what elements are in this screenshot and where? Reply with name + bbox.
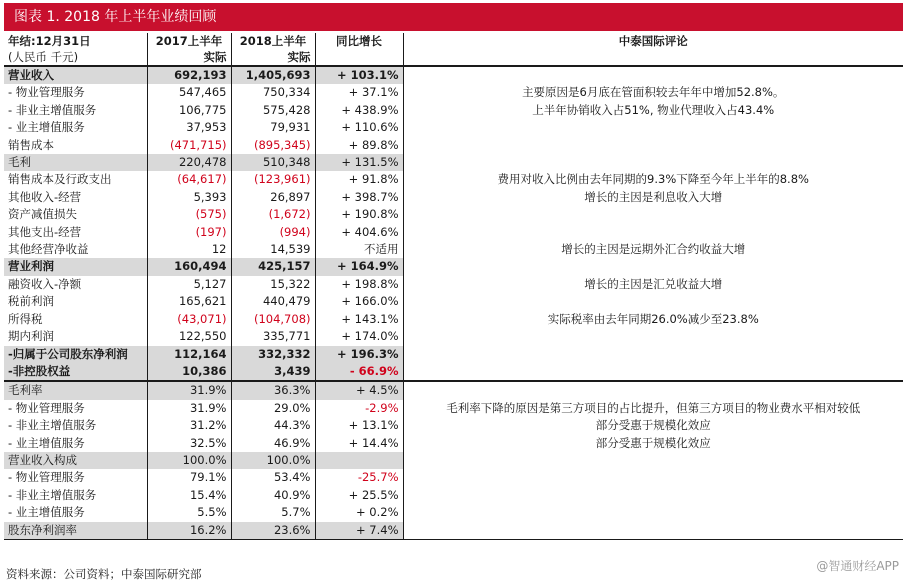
row-label: 融资收入-净额 xyxy=(8,276,82,291)
row-comment xyxy=(403,258,903,275)
row-label: 资产减值损失 xyxy=(8,207,77,222)
value-yoy: + 196.3% xyxy=(315,346,403,363)
value-2017h1: 32.5% xyxy=(147,435,231,452)
value-2018h1: 23.6% xyxy=(231,522,315,540)
value-2017h1: 165,621 xyxy=(147,293,231,310)
table-row xyxy=(4,137,903,154)
value-2018h1: 44.3% xyxy=(231,417,315,434)
results-table xyxy=(4,33,903,540)
table-row xyxy=(4,189,903,206)
table-row xyxy=(4,293,903,310)
value-2018h1: 36.3% xyxy=(231,381,315,399)
row-label: -归属于公司股东净利润 xyxy=(4,346,147,363)
value-2017h1: 10,386 xyxy=(147,363,231,381)
value-2018h1: 100.0% xyxy=(231,452,315,469)
row-comment: 实际税率由去年同期26.0%减少至23.8% xyxy=(403,311,903,328)
value-2018h1: (895,345) xyxy=(231,137,315,154)
value-2018h1: 46.9% xyxy=(231,435,315,452)
table-body xyxy=(4,66,903,539)
value-2018h1: 510,348 xyxy=(231,154,315,171)
row-comment: 增长的主因是远期外汇合约收益大增 xyxy=(403,241,903,258)
row-comment: 毛利率下降的原因是第三方项目的占比提升，但第三方项目的物业费水平相对较低 xyxy=(403,400,903,417)
row-comment xyxy=(403,381,903,399)
value-2018h1: 440,479 xyxy=(231,293,315,310)
row-comment xyxy=(403,328,903,345)
value-2018h1: 40.9% xyxy=(231,487,315,504)
value-2018h1: (104,708) xyxy=(231,311,315,328)
table-row xyxy=(4,66,903,84)
row-label: - 物业管理服务 xyxy=(8,85,85,100)
value-yoy: + 103.1% xyxy=(315,66,403,84)
watermark: @智通财经APP xyxy=(816,559,899,573)
header-unit: (人民币 千元) xyxy=(8,50,79,64)
value-2017h1: 106,775 xyxy=(147,102,231,119)
table-row xyxy=(4,224,903,241)
row-label: 毛利 xyxy=(4,154,147,171)
row-comment: 部分受惠于规模化效应 xyxy=(403,417,903,434)
row-label: 销售成本及行政支出 xyxy=(8,172,112,187)
value-yoy: - 66.9% xyxy=(315,363,403,381)
value-2018h1: 29.0% xyxy=(231,400,315,417)
table-row xyxy=(4,469,903,486)
header-comment: 中泰国际评论 xyxy=(403,33,903,49)
table-row xyxy=(4,346,903,363)
value-2018h1: 3,439 xyxy=(231,363,315,381)
value-2018h1: 14,539 xyxy=(231,241,315,258)
row-label: - 非业主增值服务 xyxy=(8,487,97,502)
value-yoy: + 198.8% xyxy=(315,276,403,293)
table-row xyxy=(4,417,903,434)
table-row xyxy=(4,504,903,521)
row-comment: 增长的主因是汇兑收益大增 xyxy=(403,276,903,293)
value-2017h1: 122,550 xyxy=(147,328,231,345)
row-comment: 费用对收入比例由去年同期的9.3%下降至今年上半年的8.8% xyxy=(403,171,903,188)
value-2018h1: 425,157 xyxy=(231,258,315,275)
value-yoy: + 438.9% xyxy=(315,102,403,119)
row-label: 营业收入 xyxy=(4,66,147,84)
value-2018h1: (123,961) xyxy=(231,171,315,188)
value-2017h1: (64,617) xyxy=(147,171,231,188)
value-yoy: + 25.5% xyxy=(315,487,403,504)
table-row xyxy=(4,311,903,328)
table-row xyxy=(4,276,903,293)
row-comment: 部分受惠于规模化效应 xyxy=(403,435,903,452)
table-row xyxy=(4,102,903,119)
value-yoy: -2.9% xyxy=(315,400,403,417)
row-comment xyxy=(403,224,903,241)
value-yoy: + 14.4% xyxy=(315,435,403,452)
value-2017h1: 5.5% xyxy=(147,504,231,521)
table-row xyxy=(4,154,903,171)
row-comment xyxy=(403,119,903,136)
value-yoy: -25.7% xyxy=(315,469,403,486)
row-comment xyxy=(403,206,903,223)
row-comment xyxy=(403,487,903,504)
row-label: 所得税 xyxy=(8,311,43,326)
source-note: 资料来源：公司资料；中泰国际研究部 xyxy=(6,567,202,581)
value-2017h1: 112,164 xyxy=(147,346,231,363)
row-label: - 业主增值服务 xyxy=(8,505,85,520)
value-2017h1: 220,478 xyxy=(147,154,231,171)
header-2018-actual: 实际 xyxy=(231,49,315,66)
header-yoy: 同比增长 xyxy=(315,33,403,49)
value-2018h1: 53.4% xyxy=(231,469,315,486)
table-row xyxy=(4,400,903,417)
value-2018h1: 15,322 xyxy=(231,276,315,293)
header-2017-actual: 实际 xyxy=(147,49,231,66)
value-2018h1: 335,771 xyxy=(231,328,315,345)
row-label: - 业主增值服务 xyxy=(8,435,85,450)
table-row xyxy=(4,171,903,188)
row-label: - 非业主增值服务 xyxy=(8,102,97,117)
row-comment xyxy=(403,363,903,381)
value-2017h1: 160,494 xyxy=(147,258,231,275)
row-comment xyxy=(403,293,903,310)
table-row xyxy=(4,119,903,136)
value-yoy: + 110.6% xyxy=(315,119,403,136)
table-row xyxy=(4,328,903,345)
value-yoy: + 166.0% xyxy=(315,293,403,310)
value-2017h1: 16.2% xyxy=(147,522,231,540)
header-year-end: 年结:12月31日 xyxy=(8,34,91,48)
value-yoy: + 131.5% xyxy=(315,154,403,171)
value-2017h1: 100.0% xyxy=(147,452,231,469)
table-row xyxy=(4,84,903,101)
row-label: 销售成本 xyxy=(8,137,54,152)
value-yoy: + 164.9% xyxy=(315,258,403,275)
value-yoy: + 190.8% xyxy=(315,206,403,223)
value-2017h1: 692,193 xyxy=(147,66,231,84)
value-yoy: + 89.8% xyxy=(315,137,403,154)
value-2018h1: 575,428 xyxy=(231,102,315,119)
value-2017h1: 15.4% xyxy=(147,487,231,504)
row-label: 其他经营净收益 xyxy=(8,242,89,257)
row-comment xyxy=(403,154,903,171)
row-label: 税前利润 xyxy=(8,294,54,309)
row-label: - 物业管理服务 xyxy=(8,400,85,415)
table-row xyxy=(4,241,903,258)
row-label: 营业利润 xyxy=(4,258,147,275)
row-comment xyxy=(403,137,903,154)
table-row xyxy=(4,381,903,399)
row-label: -非控股权益 xyxy=(4,363,147,381)
header-comment-blank xyxy=(403,49,903,66)
value-2017h1: (471,715) xyxy=(147,137,231,154)
header-row-1 xyxy=(4,33,903,49)
value-yoy: + 7.4% xyxy=(315,522,403,540)
value-yoy: + 13.1% xyxy=(315,417,403,434)
row-comment xyxy=(403,346,903,363)
value-yoy: 不适用 xyxy=(315,241,403,258)
row-comment xyxy=(403,66,903,84)
value-yoy: + 143.1% xyxy=(315,311,403,328)
value-2017h1: 79.1% xyxy=(147,469,231,486)
value-2018h1: (1,672) xyxy=(231,206,315,223)
value-yoy xyxy=(315,452,403,469)
table-row xyxy=(4,206,903,223)
value-2017h1: (197) xyxy=(147,224,231,241)
table-row xyxy=(4,363,903,381)
row-label: 期内利润 xyxy=(8,329,54,344)
value-2018h1: 750,334 xyxy=(231,84,315,101)
row-comment xyxy=(403,504,903,521)
row-comment: 上半年协销收入占51%, 物业代理收入占43.4% xyxy=(403,102,903,119)
row-label: 其他收入-经营 xyxy=(8,189,82,204)
value-yoy: + 0.2% xyxy=(315,504,403,521)
row-label: 其他支出-经营 xyxy=(8,224,82,239)
value-yoy: + 174.0% xyxy=(315,328,403,345)
row-label: - 物业管理服务 xyxy=(8,470,85,485)
header-yoy-blank xyxy=(315,49,403,66)
row-label: - 业主增值服务 xyxy=(8,120,85,135)
value-yoy: + 398.7% xyxy=(315,189,403,206)
value-2018h1: 5.7% xyxy=(231,504,315,521)
table-row xyxy=(4,522,903,540)
table-row xyxy=(4,487,903,504)
value-2017h1: 5,127 xyxy=(147,276,231,293)
value-2017h1: 12 xyxy=(147,241,231,258)
row-comment: 主要原因是6月底在管面积较去年年中增加52.8%。 xyxy=(403,84,903,101)
value-2017h1: 31.9% xyxy=(147,381,231,399)
header-row-2 xyxy=(4,49,903,66)
value-2017h1: 37,953 xyxy=(147,119,231,136)
value-2017h1: 31.9% xyxy=(147,400,231,417)
value-yoy: + 404.6% xyxy=(315,224,403,241)
value-2018h1: 332,332 xyxy=(231,346,315,363)
header-2017h1: 2017上半年 xyxy=(147,33,231,49)
value-2018h1: 79,931 xyxy=(231,119,315,136)
row-comment: 增长的主因是利息收入大增 xyxy=(403,189,903,206)
value-2017h1: 5,393 xyxy=(147,189,231,206)
value-yoy: + 91.8% xyxy=(315,171,403,188)
header-2018h1: 2018上半年 xyxy=(231,33,315,49)
value-2018h1: 26,897 xyxy=(231,189,315,206)
row-label: - 非业主增值服务 xyxy=(8,418,97,433)
row-comment xyxy=(403,452,903,469)
row-comment xyxy=(403,469,903,486)
figure-title: 图表 1. 2018 年上半年业绩回顾 xyxy=(4,3,903,31)
value-2018h1: 1,405,693 xyxy=(231,66,315,84)
table-row xyxy=(4,435,903,452)
value-2018h1: (994) xyxy=(231,224,315,241)
row-label: 股东净利润率 xyxy=(4,522,147,540)
value-2017h1: (575) xyxy=(147,206,231,223)
value-2017h1: 31.2% xyxy=(147,417,231,434)
row-comment xyxy=(403,522,903,540)
value-yoy: + 37.1% xyxy=(315,84,403,101)
row-label: 营业收入构成 xyxy=(4,452,147,469)
value-yoy: + 4.5% xyxy=(315,381,403,399)
table-row xyxy=(4,452,903,469)
value-2017h1: (43,071) xyxy=(147,311,231,328)
table-row xyxy=(4,258,903,275)
row-label: 毛利率 xyxy=(4,381,147,399)
value-2017h1: 547,465 xyxy=(147,84,231,101)
